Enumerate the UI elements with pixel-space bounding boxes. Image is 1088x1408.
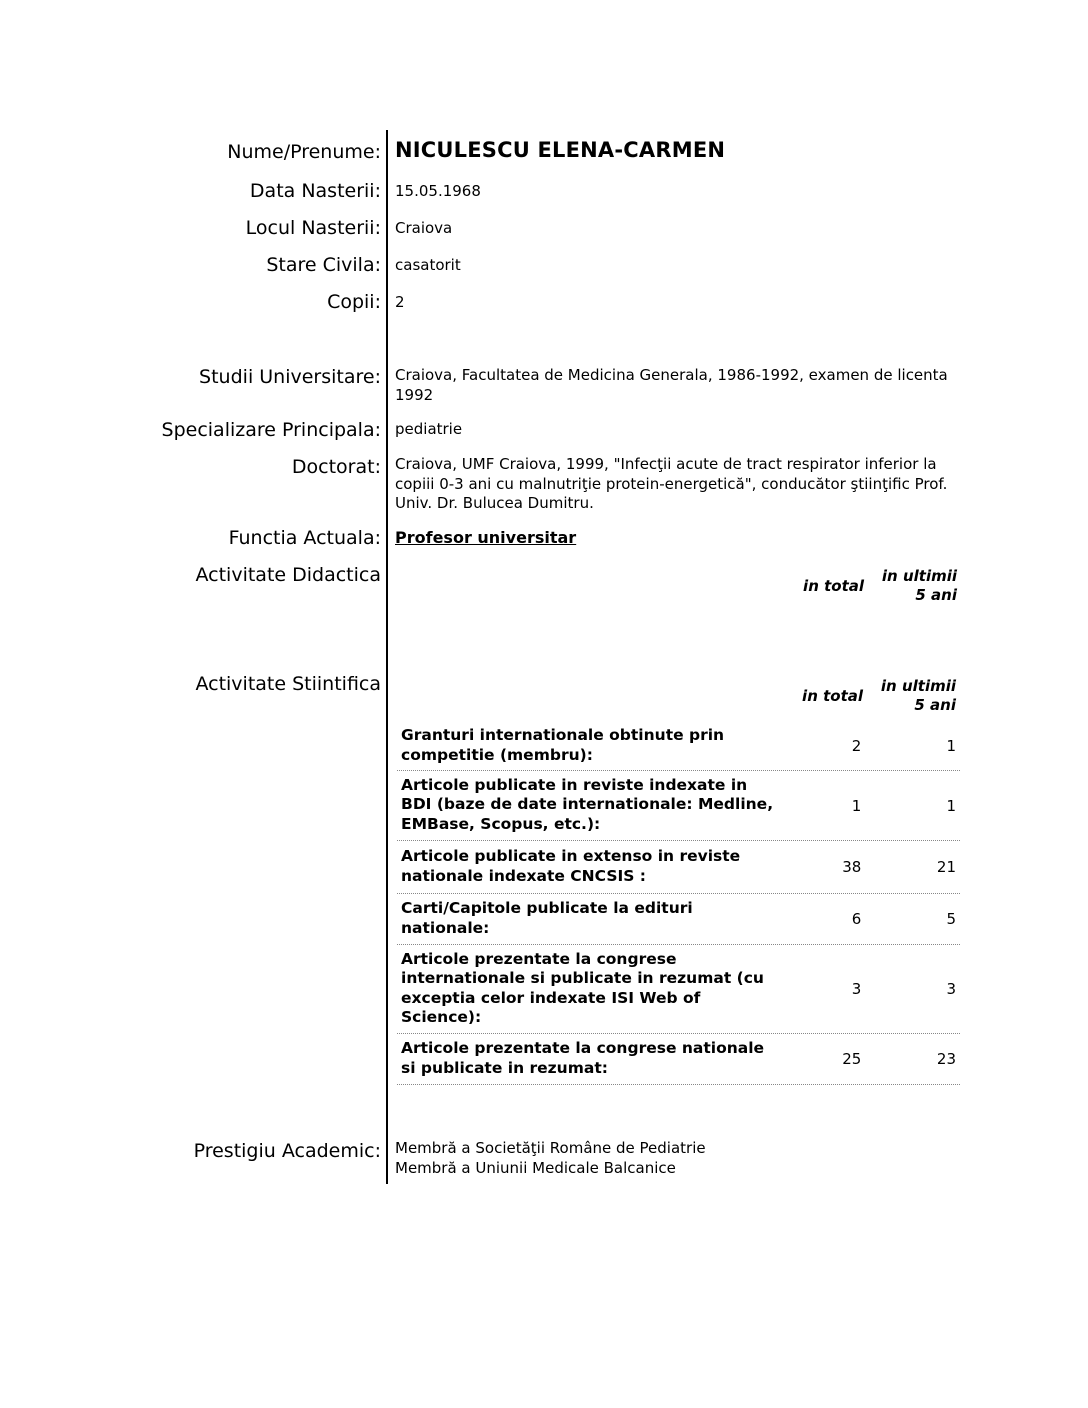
prestige-label: Prestigiu Academic: bbox=[193, 1140, 381, 1162]
row-last5: 21 bbox=[936, 858, 956, 876]
column-divider bbox=[386, 130, 388, 1184]
row-last5: 1 bbox=[946, 796, 956, 815]
position-label: Functia Actuala: bbox=[228, 527, 381, 549]
prestige-line: Membră a Societăţii Române de Pediatrie bbox=[395, 1139, 706, 1157]
civil-status-value: casatorit bbox=[395, 256, 461, 274]
row-description: Granturi internationale obtinute prin competitie (membru): bbox=[401, 726, 725, 764]
position-value: Profesor universitar bbox=[395, 528, 577, 547]
table-row bbox=[397, 894, 960, 945]
didactic-col-last5: in ultimii 5 ani bbox=[881, 567, 957, 604]
row-total: 6 bbox=[851, 910, 862, 928]
row-total: 25 bbox=[842, 1050, 862, 1068]
university-label: Studii Universitare: bbox=[199, 366, 381, 388]
row-last5: 1 bbox=[946, 737, 956, 755]
row-description: Articole prezentate la congrese nationale si publicate in rezumat: bbox=[401, 1039, 765, 1077]
table-row bbox=[397, 945, 960, 1034]
row-total: 3 bbox=[851, 980, 862, 998]
scientific-table bbox=[397, 722, 960, 1085]
name-label: Nume/Prenume: bbox=[227, 141, 381, 163]
didactic-col-total: in total bbox=[803, 577, 864, 595]
didactic-label: Activitate Didactica bbox=[195, 564, 381, 586]
row-description: Carti/Capitole publicate la edituri nationale: bbox=[401, 899, 693, 937]
doctorate-label: Doctorat: bbox=[291, 456, 381, 478]
birthplace-label: Locul Nasterii: bbox=[245, 217, 381, 239]
table-row bbox=[397, 1034, 960, 1085]
row-total: 1 bbox=[851, 796, 862, 815]
table-row bbox=[397, 771, 960, 841]
row-description: Articole publicate in extenso in reviste nationale indexate CNCSIS : bbox=[401, 847, 741, 885]
birthdate-label: Data Nasterii: bbox=[249, 180, 381, 202]
table-row bbox=[397, 841, 960, 894]
row-description: Articole publicate in reviste indexate in BDI (baze de date internationale: Medline, EMBase, Scopus, etc.): bbox=[401, 775, 774, 833]
row-total: 38 bbox=[842, 858, 862, 876]
prestige-line: Membră a Uniunii Medicale Balcanice bbox=[395, 1158, 676, 1177]
scientific-label: Activitate Stiintifica bbox=[195, 673, 381, 695]
civil-status-label: Stare Civila: bbox=[266, 254, 381, 276]
row-description: Articole prezentate la congrese internationale si publicate in rezumat (cu exceptia celor indexate ISI Web of Science): bbox=[401, 949, 764, 1026]
row-last5: 23 bbox=[936, 1050, 956, 1068]
birthplace-value: Craiova bbox=[395, 219, 453, 237]
name-value: NICULESCU ELENA-CARMEN bbox=[395, 138, 726, 162]
row-last5: 5 bbox=[946, 910, 956, 928]
specialization-value: pediatrie bbox=[395, 420, 463, 438]
row-last5: 3 bbox=[946, 980, 956, 998]
university-value: Craiova, Facultatea de Medicina Generala, 1986-1992, examen de licenta 1992 bbox=[395, 366, 948, 404]
doctorate-value: Craiova, UMF Craiova, 1999, "Infecţii acute de tract respirator inferior la copiii 0-3 ani cu malnutriţie protein-energetică", conducător ştiinţific Prof. Univ. Dr. Bulucea Dumitru. bbox=[395, 455, 948, 512]
scientific-col-last5: in ultimii 5 ani bbox=[880, 677, 956, 714]
prestige-values bbox=[395, 1139, 965, 1178]
children-label: Copii: bbox=[327, 291, 381, 313]
table-row bbox=[397, 722, 960, 771]
row-total: 2 bbox=[851, 737, 862, 755]
birthdate-value: 15.05.1968 bbox=[395, 182, 481, 200]
scientific-col-total: in total bbox=[802, 687, 863, 705]
children-value: 2 bbox=[395, 293, 405, 311]
specialization-label: Specializare Principala: bbox=[161, 419, 381, 441]
